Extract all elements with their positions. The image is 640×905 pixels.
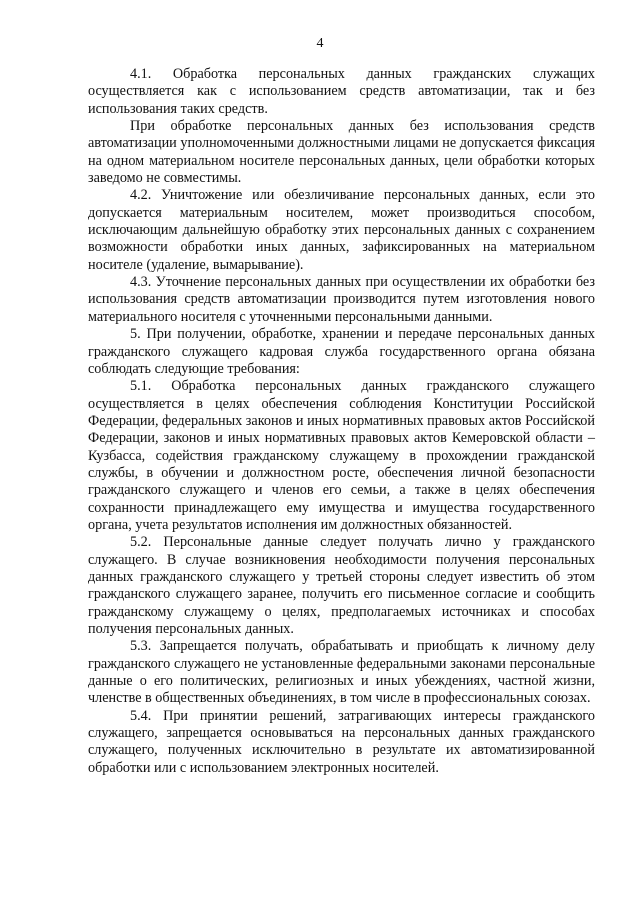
paragraph-5-3: 5.3. Запрещается получать, обрабатывать и приобщать к личному делу гражданского служащего не установленные федеральными законами персональные данные о его политических, религиозных и иных убеждениях, частной жизни, членстве в общественных объединениях, в том числе в профессиональных союзах.: [88, 638, 595, 707]
page-number: 4: [316, 36, 324, 51]
paragraph-5-4: 5.4. При принятии решений, затрагивающих интересы гражданского служащего, запрещается основываться на персональных данных гражданского служащего, полученных исключительно в результате их автоматизированной обработки или с использованием электронных носителей.: [88, 707, 595, 776]
paragraph-4-3: 4.3. Уточнение персональных данных при осуществлении их обработки без использования средств автоматизации производится путем изготовления нового материального носителя с уточненными персональными данными.: [88, 274, 595, 325]
paragraph-5-2: 5.2. Персональные данные следует получать лично у гражданского служащего. В случае возникновения необходимости получения персональных данных гражданского служащего у третьей стороны следует известить об этом гражданского служащего заранее, получить его письменное согласие и сообщить гражданскому служащему о целях, предполагаемых источниках и способах получения персональных данных.: [88, 534, 595, 637]
paragraph-5: 5. При получении, обработке, хранении и передаче персональных данных гражданского служащего кадровая служба государственного органа обязана соблюдать следующие требования:: [88, 326, 595, 377]
paragraph-4-1-continuation: При обработке персональных данных без использования средств автоматизации уполномоченными должностными лицами не допускается фиксация на одном материальном носителе персональных данных, цели обработки которых заведомо не совместимы.: [88, 118, 595, 187]
document-body: [88, 66, 595, 777]
paragraph-5-1: 5.1. Обработка персональных данных гражданского служащего осуществляется в целях обеспечения соблюдения Конституции Российской Федерации, федеральных законов и иных нормативных правовых актов Российской Федерации, законов и иных нормативных правовых актов Кемеровской области – Кузбасса, содействия гражданскому служащему в прохождении гражданской службы, в обучении и должностном росте, обеспечения личной безопасности гражданского служащего и членов его семьи, а также в целях обеспечения сохранности принадлежащего ему имущества и имущества государственного органа, учета результатов исполнения им должностных обязанностей.: [88, 378, 595, 533]
paragraph-4-1: 4.1. Обработка персональных данных гражданских служащих осуществляется как с использованием средств автоматизации, так и без использования таких средств.: [88, 66, 595, 117]
paragraph-4-2: 4.2. Уничтожение или обезличивание персональных данных, если это допускается материальным носителем, может производиться способом, исключающим дальнейшую обработку этих персональных данных с сохранением возможности обработки иных данных, зафиксированных на материальном носителе (удаление, вымарывание).: [88, 187, 595, 273]
